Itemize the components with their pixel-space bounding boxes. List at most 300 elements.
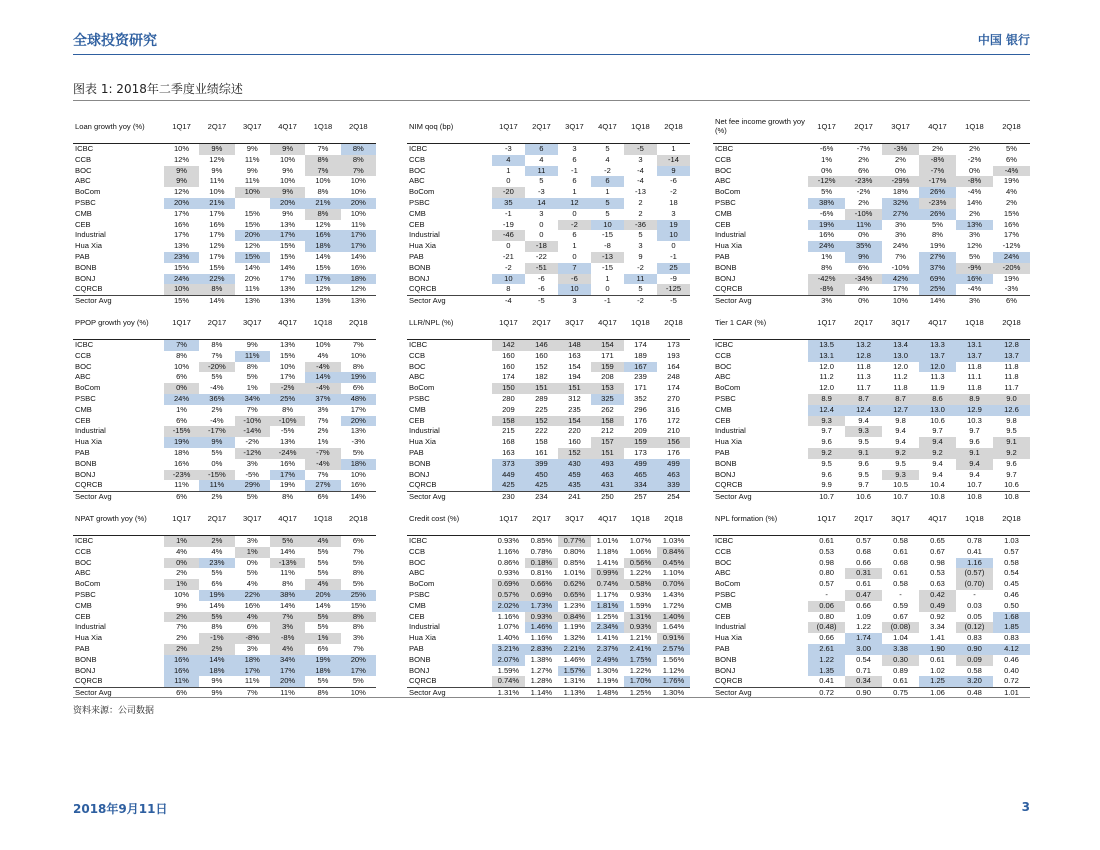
value-cell: 1.32%	[563, 633, 586, 643]
value-cell: 9.4	[969, 469, 980, 479]
table-row	[713, 340, 1030, 351]
table-row	[713, 558, 1030, 569]
quarter-header: 4Q17	[919, 501, 956, 536]
metric-table	[713, 109, 1030, 307]
value-cell: -4	[637, 176, 644, 186]
value-cell: 1	[572, 187, 577, 197]
value-cell: 16%	[350, 480, 366, 490]
value-cell: 17%	[350, 404, 366, 414]
bank-name: Industrial	[75, 426, 106, 436]
value-cell: 0.40	[1004, 665, 1019, 675]
value-cell: 10.5	[893, 480, 908, 490]
value-cell: 2%	[968, 144, 980, 153]
value-cell: 1.90	[919, 644, 956, 655]
value-cell: 164	[667, 361, 680, 371]
value-cell: 20%	[164, 198, 199, 209]
value-cell: 3.00	[845, 644, 882, 655]
value-cell: 11	[525, 166, 558, 177]
value-cell: 0.89	[893, 665, 908, 675]
table-row	[407, 340, 690, 351]
value-cell: -	[973, 589, 976, 599]
value-cell: 1.16%	[497, 546, 520, 556]
value-cell: 9.1	[993, 437, 1030, 448]
value-cell: -2	[505, 262, 512, 272]
value-cell: 158	[591, 416, 624, 427]
value-cell: 5%	[317, 676, 329, 686]
bank-name: BOC	[409, 557, 426, 567]
value-cell: 10.7	[967, 480, 982, 490]
value-cell: 0.65	[930, 536, 945, 545]
value-cell: 15%	[244, 208, 260, 218]
value-cell: 172	[667, 415, 680, 425]
value-cell: 2%	[858, 154, 870, 164]
value-cell: 11.8	[1004, 361, 1019, 371]
bank-name: BoCom	[715, 187, 741, 197]
value-cell: 3.34	[930, 622, 945, 632]
value-cell: 7%	[235, 688, 270, 699]
value-cell: 10.4	[930, 480, 945, 490]
value-cell: 6%	[858, 262, 870, 272]
value-cell: 19%	[279, 480, 296, 490]
value-cell: 0.30	[882, 655, 919, 666]
bank-name: Industrial	[409, 622, 440, 632]
table-row	[713, 426, 1030, 437]
value-cell: 5%	[199, 612, 234, 623]
metric-name: LLR/NPL (%)	[407, 305, 492, 340]
table-row	[407, 166, 690, 177]
value-cell: -8%	[270, 633, 305, 644]
value-cell: 12.6	[993, 405, 1030, 416]
table-row	[713, 405, 1030, 416]
quarter-header: 1Q18	[624, 109, 657, 144]
value-cell: 5%	[352, 447, 364, 457]
value-cell: 17%	[305, 274, 340, 285]
bank-name: CCB	[715, 546, 732, 556]
value-cell: 1.57%	[558, 666, 591, 677]
value-cell: -23%	[919, 198, 956, 209]
value-cell: 17%	[209, 251, 225, 261]
value-cell: 0.75	[882, 688, 919, 699]
value-cell: 9.5	[821, 458, 832, 468]
value-cell: 10%	[350, 350, 366, 360]
value-cell: 35%	[845, 241, 882, 252]
table-row	[713, 590, 1030, 601]
table-row	[73, 470, 376, 481]
table-row	[73, 263, 376, 274]
value-cell: 10%	[350, 208, 366, 218]
value-cell: 0.72	[808, 688, 845, 699]
bank-name: PAB	[715, 447, 730, 457]
value-cell: -4	[637, 165, 644, 175]
table-row	[407, 612, 690, 623]
value-cell: 220	[568, 426, 581, 436]
value-cell: 5%	[1005, 144, 1017, 153]
value-cell: 13.0	[919, 405, 956, 416]
table-row	[407, 601, 690, 612]
value-cell: -46	[492, 230, 525, 241]
value-cell: 0.80%	[563, 546, 586, 556]
value-cell: 9.7	[821, 426, 832, 436]
value-cell: 10%	[315, 340, 331, 349]
table-row	[73, 144, 376, 155]
value-cell: 12%	[315, 284, 331, 294]
value-cell: 11.7	[1004, 383, 1019, 393]
quarter-header: 2Q18	[993, 109, 1030, 144]
value-cell: 13.2	[845, 340, 882, 351]
value-cell: 5%	[317, 546, 329, 556]
value-cell: 14%	[966, 197, 983, 207]
quarter-header: 2Q18	[341, 109, 376, 144]
bank-name: Sector Avg	[407, 296, 492, 307]
bank-name: ABC	[75, 176, 91, 186]
table-row	[713, 241, 1030, 252]
value-cell: 13.3	[919, 340, 956, 351]
value-cell: 2.07%	[492, 655, 525, 666]
bank-name: BoCom	[409, 579, 435, 589]
value-cell: 6	[572, 176, 577, 186]
value-cell: 14%	[279, 262, 296, 272]
value-cell: 1	[572, 241, 577, 251]
value-cell: 449	[492, 470, 525, 481]
table-row	[713, 252, 1030, 263]
value-cell: 463	[657, 470, 690, 481]
value-cell: -7%	[919, 166, 956, 177]
value-cell: 0.59	[893, 600, 908, 610]
value-cell: -8%	[919, 155, 956, 166]
value-cell: 23%	[199, 558, 234, 569]
value-cell: -2%	[270, 383, 305, 394]
value-cell: 10.6	[930, 415, 945, 425]
table-row	[73, 394, 376, 405]
value-cell: 19	[657, 220, 690, 231]
value-cell: 9.1	[845, 448, 882, 459]
table-row	[407, 655, 690, 666]
value-cell: 2%	[199, 492, 234, 503]
table-row	[73, 676, 376, 687]
value-cell: 11.1	[967, 372, 982, 382]
value-cell: 1.48%	[591, 688, 624, 699]
value-cell: 0.57	[819, 579, 834, 589]
value-cell: 5%	[211, 568, 223, 578]
value-cell: 2%	[211, 404, 223, 414]
bank-name: PSBC	[715, 197, 736, 207]
bank-name: Sector Avg	[73, 296, 164, 307]
table-row	[407, 284, 690, 295]
value-cell: 11.3	[930, 372, 945, 382]
value-cell: 1	[506, 165, 511, 175]
quarter-header: 3Q17	[882, 305, 919, 340]
value-cell: 2%	[199, 644, 234, 655]
value-cell: 1.41%	[596, 557, 619, 567]
value-cell: 9%	[270, 187, 305, 198]
bank-name: ICBC	[75, 536, 94, 545]
value-cell: 15%	[279, 350, 296, 360]
value-cell: 9%	[246, 340, 258, 349]
quarter-header: 2Q17	[845, 305, 882, 340]
value-cell: 27%	[919, 252, 956, 263]
value-cell: 9.3	[808, 416, 845, 427]
table-row	[73, 252, 376, 263]
value-cell: 6%	[246, 622, 258, 632]
bank-name: ABC	[715, 176, 731, 186]
value-cell: 16%	[173, 458, 190, 468]
bank-name: CMB	[409, 208, 426, 218]
table-row	[73, 579, 376, 590]
table-row	[73, 622, 376, 633]
value-cell: 0.63	[930, 579, 945, 589]
value-cell: 154	[568, 361, 581, 371]
value-cell: 3%	[895, 219, 907, 229]
value-cell: -5%	[245, 469, 259, 479]
value-cell: -23%	[164, 470, 199, 481]
value-cell: 2.34%	[591, 622, 624, 633]
value-cell: 0.83	[967, 633, 982, 643]
value-cell: 13.7	[993, 351, 1030, 362]
value-cell: 325	[591, 394, 624, 405]
table-row	[73, 612, 376, 623]
value-cell: 16%	[818, 230, 835, 240]
value-cell: 1.30%	[657, 688, 690, 699]
value-cell: 11	[624, 274, 657, 285]
value-cell: 9.7	[1006, 469, 1017, 479]
value-cell: 9.6	[969, 437, 980, 447]
bank-name: BONB	[409, 458, 431, 468]
bank-brand: 中国 银行	[977, 33, 1030, 47]
metric-name: Loan growth yoy (%)	[73, 109, 164, 144]
quarter-header: 1Q18	[956, 501, 993, 536]
value-cell: 12%	[350, 284, 366, 294]
table-row	[713, 416, 1030, 427]
value-cell: 0.99%	[591, 568, 624, 579]
value-cell: 5%	[246, 568, 258, 578]
value-cell: 20%	[235, 230, 270, 241]
quarter-header: 4Q17	[591, 501, 624, 536]
value-cell: 0.58	[893, 579, 908, 589]
value-cell: 15%	[244, 219, 260, 229]
value-cell: 9.2	[993, 448, 1030, 459]
value-cell: 17%	[279, 372, 296, 382]
value-cell: -4%	[210, 415, 224, 425]
bank-name: ABC	[409, 568, 425, 578]
value-cell: 156	[657, 437, 690, 448]
sector-avg-row	[73, 688, 376, 699]
value-cell: 10.6	[845, 492, 882, 503]
value-cell: 0.86%	[497, 557, 520, 567]
value-cell: 0	[671, 241, 676, 251]
value-cell: 14%	[199, 296, 234, 307]
value-cell: 8%	[341, 155, 376, 166]
value-cell: 22%	[199, 274, 234, 285]
table-row	[713, 351, 1030, 362]
value-cell: 11.7	[856, 383, 871, 393]
value-cell: 4%	[1005, 187, 1017, 197]
bank-name: CEB	[715, 611, 731, 621]
value-cell: 9.8	[895, 415, 906, 425]
value-cell: 5%	[932, 219, 943, 229]
value-cell: -3	[505, 144, 512, 153]
value-cell: -1	[505, 208, 512, 218]
value-cell: 1.23%	[563, 600, 586, 610]
table-row	[713, 187, 1030, 198]
value-cell: 0.05	[967, 611, 982, 621]
value-cell: 13%	[173, 241, 190, 251]
value-cell: 1.31%	[624, 612, 657, 623]
value-cell: 2%	[164, 644, 199, 655]
bank-name: BONB	[715, 654, 737, 664]
value-cell: 16%	[244, 600, 260, 610]
table-row	[713, 209, 1030, 220]
value-cell: 1%	[164, 579, 199, 590]
table-row	[407, 187, 690, 198]
value-cell: 4%	[246, 579, 258, 589]
value-cell: 1.01	[993, 688, 1030, 699]
bank-name: CQRCB	[715, 480, 743, 490]
value-cell: 0	[605, 284, 610, 294]
value-cell: 19%	[808, 220, 845, 231]
value-cell: 1.02	[930, 665, 945, 675]
value-cell: 6%	[352, 536, 364, 545]
bank-name: CMB	[75, 208, 92, 218]
table-row	[407, 394, 690, 405]
metric-name: NPL formation (%)	[713, 501, 808, 536]
value-cell: 13%	[341, 296, 376, 307]
metric-table	[407, 305, 690, 503]
value-cell: 9.4	[858, 415, 869, 425]
bank-name: BoCom	[409, 187, 435, 197]
value-cell: 15%	[279, 251, 296, 261]
value-cell: 289	[535, 393, 548, 403]
metric-panel-ppop-growth-yoy	[73, 305, 376, 503]
value-cell: 5	[638, 230, 643, 240]
table-row	[73, 187, 376, 198]
table-row	[713, 536, 1030, 547]
value-cell: 8%	[352, 568, 364, 578]
quarter-header: 4Q17	[270, 305, 305, 340]
table-row	[407, 547, 690, 558]
value-cell: 12.0	[893, 361, 908, 371]
value-cell: 1.16%	[530, 633, 553, 643]
quarter-header: 4Q17	[591, 305, 624, 340]
quarter-header: 3Q17	[882, 109, 919, 144]
table-row	[713, 448, 1030, 459]
page-number: 3	[1021, 800, 1030, 814]
value-cell: 1%	[305, 633, 340, 644]
value-cell: 174	[502, 372, 515, 382]
value-cell: 1.31%	[563, 676, 586, 686]
value-cell: 0.74%	[591, 579, 624, 590]
bank-name: BONJ	[409, 273, 430, 283]
value-cell: 459	[558, 470, 591, 481]
bank-name: CMB	[75, 404, 92, 414]
value-cell: 29%	[235, 480, 270, 491]
value-cell: -6	[558, 274, 591, 285]
value-cell: 12	[558, 198, 591, 209]
table-row	[73, 448, 376, 459]
value-cell: 10%	[279, 154, 296, 164]
results-summary-grid	[73, 100, 1030, 698]
value-cell: 8%	[282, 404, 294, 414]
value-cell: 24%	[993, 252, 1030, 263]
value-cell: -2	[624, 296, 657, 307]
value-cell: 352	[634, 393, 647, 403]
bank-name: PSBC	[409, 197, 430, 207]
value-cell: -15	[601, 262, 613, 272]
bank-name: PAB	[409, 447, 424, 457]
value-cell: 14%	[350, 251, 366, 261]
value-cell: 0	[506, 176, 511, 186]
bank-name: CEB	[75, 611, 91, 621]
value-cell: 5	[591, 198, 624, 209]
value-cell: 23%	[164, 252, 199, 263]
value-cell: 0.93%	[624, 622, 657, 633]
value-cell: 7%	[317, 469, 329, 479]
value-cell: 6	[591, 176, 624, 187]
value-cell: 0.58	[1004, 557, 1019, 567]
value-cell: 0.61	[819, 536, 834, 545]
value-cell: 159	[624, 437, 657, 448]
bank-name: Hua Xia	[409, 241, 437, 251]
table-row	[407, 426, 690, 437]
value-cell: -4%	[967, 187, 982, 197]
value-cell: 6	[525, 144, 558, 155]
value-cell: 0.46	[1004, 589, 1019, 599]
value-cell: -1	[571, 165, 578, 175]
value-cell: 142	[492, 340, 525, 351]
metric-table	[73, 501, 376, 699]
table-row	[73, 568, 376, 579]
bank-name: Hua Xia	[409, 437, 437, 447]
value-cell: 1.85	[993, 622, 1030, 633]
bank-name: PSBC	[409, 589, 430, 599]
metric-table	[713, 305, 1030, 503]
value-cell: 0.80	[819, 568, 834, 578]
value-cell: 0%	[164, 383, 199, 394]
bank-name: BONB	[409, 654, 431, 664]
value-cell: -8%	[235, 633, 270, 644]
value-cell: 10%	[315, 176, 331, 186]
value-cell: 8%	[246, 361, 258, 371]
value-cell: 8%	[341, 612, 376, 623]
metric-panel-npl-formation	[713, 501, 1030, 699]
value-cell: -6	[670, 176, 677, 186]
bank-name: BONJ	[715, 665, 736, 675]
value-cell: 146	[525, 340, 558, 351]
value-cell: 0.53	[819, 546, 834, 556]
bank-name: CMB	[409, 600, 426, 610]
value-cell: 13.4	[882, 340, 919, 351]
value-cell: 10%	[279, 361, 296, 371]
value-cell: 10	[657, 230, 690, 241]
value-cell: 13%	[956, 220, 993, 231]
value-cell: 0.31	[845, 568, 882, 579]
value-cell: 11.8	[856, 361, 871, 371]
bank-name: CCB	[75, 154, 92, 164]
value-cell: 435	[558, 480, 591, 491]
value-cell: 1%	[246, 383, 258, 393]
value-cell: 7%	[176, 622, 188, 632]
value-cell: 20%	[341, 416, 376, 427]
value-cell: 160	[535, 350, 548, 360]
quarter-header: 2Q18	[657, 305, 690, 340]
value-cell: 12.0	[819, 361, 834, 371]
value-cell: 24%	[808, 241, 845, 252]
value-cell: 3.20	[956, 676, 993, 687]
value-cell: 6%	[164, 688, 199, 699]
quarter-header: 2Q18	[993, 501, 1030, 536]
value-cell: 234	[525, 492, 558, 503]
value-cell: 8	[506, 284, 511, 294]
value-cell: 4%	[176, 546, 188, 556]
